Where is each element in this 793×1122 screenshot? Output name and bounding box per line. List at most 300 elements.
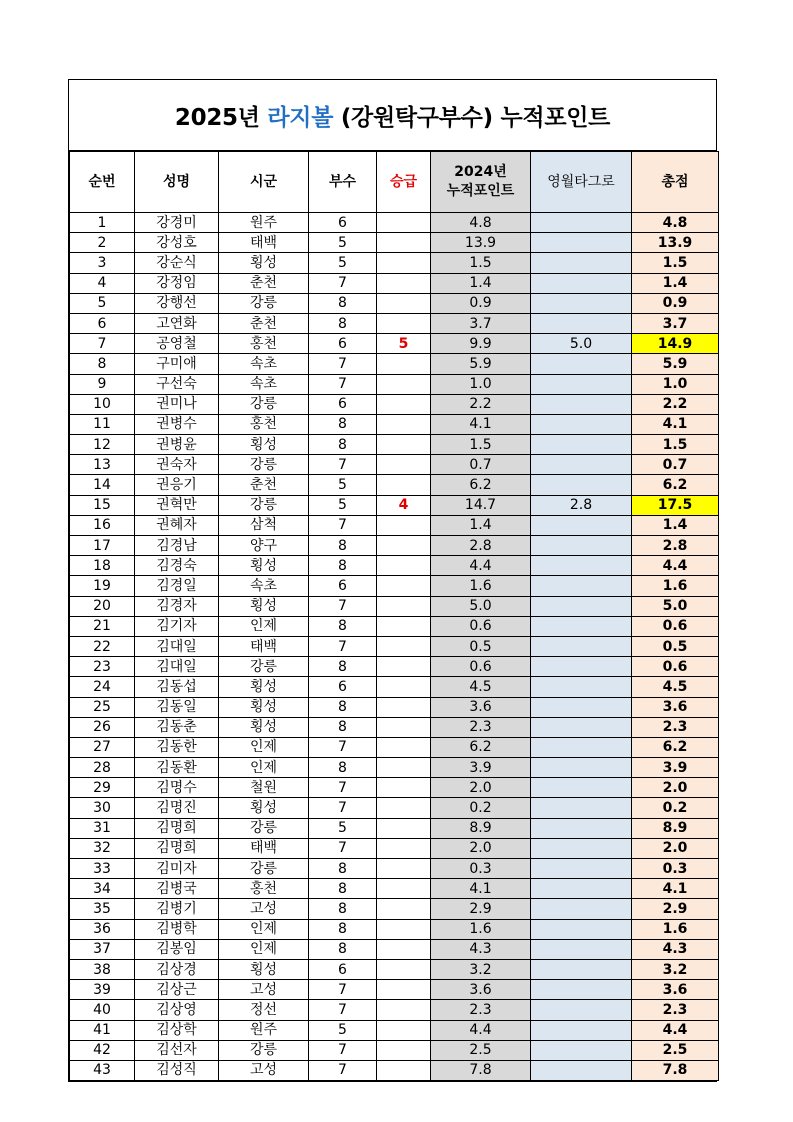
cell-total: 2.0 <box>632 778 719 798</box>
cell-division: 6 <box>309 334 377 354</box>
table-row <box>70 334 719 354</box>
cell-city: 춘천 <box>219 273 309 293</box>
cell-2024-points: 2.0 <box>431 838 531 858</box>
cell-city: 고성 <box>219 899 309 919</box>
table-row <box>70 293 719 313</box>
cell-promotion <box>377 455 431 475</box>
cell-yeongwol <box>531 636 632 656</box>
cell-no: 32 <box>70 838 135 858</box>
cell-promotion <box>377 717 431 737</box>
cell-promotion <box>377 859 431 879</box>
cell-division: 5 <box>309 253 377 273</box>
cell-division: 7 <box>309 455 377 475</box>
cell-2024-points: 6.2 <box>431 475 531 495</box>
cell-promotion <box>377 1020 431 1040</box>
cell-name: 김상학 <box>135 1020 219 1040</box>
cell-promotion <box>377 919 431 939</box>
cell-yeongwol <box>531 919 632 939</box>
cell-no: 14 <box>70 475 135 495</box>
cell-division: 8 <box>309 313 377 333</box>
cell-promotion <box>377 515 431 535</box>
cell-promotion <box>377 1040 431 1060</box>
cell-name: 강행선 <box>135 293 219 313</box>
cell-2024-points: 4.1 <box>431 414 531 434</box>
cell-no: 24 <box>70 677 135 697</box>
cell-yeongwol: 2.8 <box>531 495 632 515</box>
cell-name: 강정임 <box>135 273 219 293</box>
cell-2024-points: 4.8 <box>431 213 531 233</box>
cell-division: 5 <box>309 233 377 253</box>
cell-promotion <box>377 414 431 434</box>
cell-yeongwol <box>531 859 632 879</box>
title-rest: (강원탁구부수) 누적포인트 <box>340 104 611 131</box>
cell-division: 8 <box>309 556 377 576</box>
cell-division: 7 <box>309 980 377 1000</box>
page-title <box>69 80 716 151</box>
cell-yeongwol <box>531 354 632 374</box>
cell-total: 0.6 <box>632 657 719 677</box>
cell-no: 35 <box>70 899 135 919</box>
table-row <box>70 1000 719 1020</box>
cell-city: 홍천 <box>219 414 309 434</box>
cell-2024-points: 4.3 <box>431 939 531 959</box>
cell-promotion <box>377 374 431 394</box>
cell-name: 김선자 <box>135 1040 219 1060</box>
cell-division: 7 <box>309 737 377 757</box>
cell-name: 김동섭 <box>135 677 219 697</box>
cell-city: 고성 <box>219 980 309 1000</box>
header-2024-points <box>431 152 531 213</box>
cell-promotion <box>377 879 431 899</box>
cell-2024-points: 0.5 <box>431 636 531 656</box>
cell-total: 4.8 <box>632 213 719 233</box>
cell-2024-points: 1.5 <box>431 253 531 273</box>
cell-promotion <box>377 576 431 596</box>
cell-name: 김병학 <box>135 919 219 939</box>
cell-promotion <box>377 657 431 677</box>
cell-city: 인제 <box>219 616 309 636</box>
cell-no: 19 <box>70 576 135 596</box>
cell-division: 5 <box>309 1020 377 1040</box>
table-row <box>70 414 719 434</box>
cell-division: 5 <box>309 495 377 515</box>
cell-yeongwol <box>531 475 632 495</box>
cell-name: 김병기 <box>135 899 219 919</box>
cell-yeongwol <box>531 273 632 293</box>
cell-2024-points: 1.6 <box>431 919 531 939</box>
cell-name: 김기자 <box>135 616 219 636</box>
cell-promotion <box>377 980 431 1000</box>
cell-total: 2.3 <box>632 1000 719 1020</box>
cell-name: 김상영 <box>135 1000 219 1020</box>
cell-no: 42 <box>70 1040 135 1060</box>
table-row <box>70 980 719 1000</box>
cell-total: 2.5 <box>632 1040 719 1060</box>
cell-division: 7 <box>309 1060 377 1080</box>
cell-city: 철원 <box>219 778 309 798</box>
cell-name: 김봉임 <box>135 939 219 959</box>
table-row <box>70 253 719 273</box>
cell-total: 4.1 <box>632 414 719 434</box>
cell-name: 강순식 <box>135 253 219 273</box>
cell-yeongwol <box>531 1020 632 1040</box>
table-row <box>70 273 719 293</box>
table-row <box>70 233 719 253</box>
cell-yeongwol <box>531 253 632 273</box>
cell-name: 김상경 <box>135 959 219 979</box>
cell-2024-points: 3.2 <box>431 959 531 979</box>
cell-division: 8 <box>309 616 377 636</box>
table-row <box>70 1060 719 1080</box>
cell-promotion <box>377 818 431 838</box>
cell-no: 30 <box>70 798 135 818</box>
cell-total: 4.4 <box>632 1020 719 1040</box>
cell-no: 1 <box>70 213 135 233</box>
cell-no: 31 <box>70 818 135 838</box>
cell-promotion <box>377 798 431 818</box>
cell-no: 12 <box>70 435 135 455</box>
cell-total: 3.2 <box>632 959 719 979</box>
cell-promotion <box>377 1000 431 1020</box>
cell-yeongwol <box>531 1060 632 1080</box>
cell-yeongwol <box>531 576 632 596</box>
cell-city: 춘천 <box>219 313 309 333</box>
cell-promotion <box>377 394 431 414</box>
cell-city: 강릉 <box>219 455 309 475</box>
cell-city: 홍천 <box>219 879 309 899</box>
cell-total: 0.5 <box>632 636 719 656</box>
cell-name: 권응기 <box>135 475 219 495</box>
cell-city: 횡성 <box>219 697 309 717</box>
table-row <box>70 313 719 333</box>
cell-no: 40 <box>70 1000 135 1020</box>
cell-city: 횡성 <box>219 435 309 455</box>
cell-total: 2.9 <box>632 899 719 919</box>
cell-promotion <box>377 233 431 253</box>
cell-total: 4.3 <box>632 939 719 959</box>
cell-yeongwol <box>531 959 632 979</box>
cell-no: 15 <box>70 495 135 515</box>
cell-division: 8 <box>309 859 377 879</box>
cell-yeongwol <box>531 1040 632 1060</box>
cell-yeongwol <box>531 313 632 333</box>
cell-promotion <box>377 959 431 979</box>
table-row <box>70 677 719 697</box>
cell-city: 횡성 <box>219 596 309 616</box>
cell-name: 공영철 <box>135 334 219 354</box>
cell-promotion <box>377 253 431 273</box>
cell-division: 7 <box>309 1000 377 1020</box>
header-city: 시군 <box>219 152 309 213</box>
cell-yeongwol <box>531 677 632 697</box>
cell-city: 강릉 <box>219 657 309 677</box>
cell-no: 20 <box>70 596 135 616</box>
cell-promotion <box>377 737 431 757</box>
cell-2024-points: 3.7 <box>431 313 531 333</box>
cell-name: 김동한 <box>135 737 219 757</box>
cell-2024-points: 1.6 <box>431 576 531 596</box>
table-row <box>70 354 719 374</box>
table-row <box>70 798 719 818</box>
cell-division: 7 <box>309 374 377 394</box>
cell-division: 8 <box>309 758 377 778</box>
cell-yeongwol <box>531 394 632 414</box>
cell-2024-points: 8.9 <box>431 818 531 838</box>
table-row <box>70 556 719 576</box>
cell-yeongwol <box>531 414 632 434</box>
cell-total: 5.0 <box>632 596 719 616</box>
cell-total: 1.5 <box>632 435 719 455</box>
cell-promotion <box>377 213 431 233</box>
cell-division: 8 <box>309 919 377 939</box>
cell-no: 38 <box>70 959 135 979</box>
table-row <box>70 455 719 475</box>
cell-total: 0.7 <box>632 455 719 475</box>
cell-total: 5.9 <box>632 354 719 374</box>
table-row <box>70 879 719 899</box>
header-promotion: 승급 <box>377 152 431 213</box>
cell-city: 강릉 <box>219 818 309 838</box>
cell-name: 김동일 <box>135 697 219 717</box>
cell-2024-points: 2.0 <box>431 778 531 798</box>
cell-division: 8 <box>309 697 377 717</box>
cell-no: 18 <box>70 556 135 576</box>
cell-2024-points: 2.5 <box>431 1040 531 1060</box>
cell-promotion <box>377 899 431 919</box>
cell-name: 구선숙 <box>135 374 219 394</box>
table-row <box>70 939 719 959</box>
cell-promotion <box>377 536 431 556</box>
table-row <box>70 1020 719 1040</box>
cell-city: 횡성 <box>219 717 309 737</box>
cell-division: 8 <box>309 536 377 556</box>
cell-total: 1.5 <box>632 253 719 273</box>
table-row <box>70 616 719 636</box>
cell-2024-points: 2.3 <box>431 717 531 737</box>
cell-promotion <box>377 556 431 576</box>
table-row <box>70 213 719 233</box>
cell-yeongwol <box>531 778 632 798</box>
cell-total: 7.8 <box>632 1060 719 1080</box>
cell-2024-points: 4.4 <box>431 556 531 576</box>
cell-2024-points: 1.0 <box>431 374 531 394</box>
cell-name: 김경일 <box>135 576 219 596</box>
cell-2024-points: 2.2 <box>431 394 531 414</box>
cell-no: 41 <box>70 1020 135 1040</box>
cell-2024-points: 0.6 <box>431 616 531 636</box>
cell-promotion <box>377 313 431 333</box>
cell-division: 7 <box>309 515 377 535</box>
cell-no: 16 <box>70 515 135 535</box>
cell-total: 2.3 <box>632 717 719 737</box>
cell-total: 0.2 <box>632 798 719 818</box>
cell-city: 강릉 <box>219 293 309 313</box>
cell-yeongwol <box>531 515 632 535</box>
cell-no: 33 <box>70 859 135 879</box>
cell-no: 43 <box>70 1060 135 1080</box>
cell-2024-points: 9.9 <box>431 334 531 354</box>
cell-no: 9 <box>70 374 135 394</box>
cell-2024-points: 1.5 <box>431 435 531 455</box>
cell-total: 17.5 <box>632 495 719 515</box>
cell-2024-points: 14.7 <box>431 495 531 515</box>
cell-no: 25 <box>70 697 135 717</box>
cell-city: 태백 <box>219 233 309 253</box>
table-row <box>70 515 719 535</box>
cell-division: 7 <box>309 273 377 293</box>
cell-city: 홍천 <box>219 334 309 354</box>
table-row <box>70 374 719 394</box>
cell-2024-points: 1.4 <box>431 273 531 293</box>
cell-division: 8 <box>309 435 377 455</box>
header-name: 성명 <box>135 152 219 213</box>
table-row <box>70 818 719 838</box>
cell-no: 37 <box>70 939 135 959</box>
cell-promotion <box>377 435 431 455</box>
header-row <box>70 152 719 213</box>
cell-yeongwol <box>531 717 632 737</box>
cell-no: 21 <box>70 616 135 636</box>
cell-city: 속초 <box>219 576 309 596</box>
table-row <box>70 717 719 737</box>
table-row <box>70 596 719 616</box>
cell-total: 1.4 <box>632 515 719 535</box>
cell-division: 6 <box>309 677 377 697</box>
cell-promotion <box>377 838 431 858</box>
cell-name: 권병수 <box>135 414 219 434</box>
cell-city: 인제 <box>219 737 309 757</box>
cell-yeongwol <box>531 980 632 1000</box>
cell-total: 8.9 <box>632 818 719 838</box>
cell-no: 29 <box>70 778 135 798</box>
cell-promotion <box>377 1060 431 1080</box>
table-row <box>70 919 719 939</box>
cell-city: 강릉 <box>219 495 309 515</box>
cell-yeongwol <box>531 374 632 394</box>
cell-2024-points: 0.2 <box>431 798 531 818</box>
cell-division: 7 <box>309 778 377 798</box>
cell-division: 8 <box>309 717 377 737</box>
table-row <box>70 495 719 515</box>
cell-2024-points: 4.5 <box>431 677 531 697</box>
table-row <box>70 435 719 455</box>
cell-promotion <box>377 616 431 636</box>
cell-no: 2 <box>70 233 135 253</box>
cell-name: 김성직 <box>135 1060 219 1080</box>
cell-no: 26 <box>70 717 135 737</box>
cell-name: 김동춘 <box>135 717 219 737</box>
cell-yeongwol <box>531 879 632 899</box>
cell-name: 김명수 <box>135 778 219 798</box>
cell-2024-points: 5.0 <box>431 596 531 616</box>
cell-total: 3.9 <box>632 758 719 778</box>
cell-city: 속초 <box>219 374 309 394</box>
cell-total: 3.6 <box>632 697 719 717</box>
cell-division: 8 <box>309 293 377 313</box>
cell-2024-points: 0.9 <box>431 293 531 313</box>
cell-city: 인제 <box>219 919 309 939</box>
table-row <box>70 1040 719 1060</box>
cell-promotion <box>377 778 431 798</box>
cell-division: 6 <box>309 394 377 414</box>
cell-no: 4 <box>70 273 135 293</box>
points-sheet <box>68 79 717 1082</box>
header-2024-line1: 2024년 <box>454 164 507 181</box>
cell-yeongwol <box>531 758 632 778</box>
cell-yeongwol <box>531 455 632 475</box>
cell-promotion <box>377 697 431 717</box>
cell-division: 8 <box>309 939 377 959</box>
cell-2024-points: 3.6 <box>431 980 531 1000</box>
cell-yeongwol <box>531 213 632 233</box>
cell-name: 권혁만 <box>135 495 219 515</box>
cell-city: 태백 <box>219 636 309 656</box>
table-row <box>70 697 719 717</box>
cell-2024-points: 0.6 <box>431 657 531 677</box>
cell-total: 2.8 <box>632 536 719 556</box>
cell-no: 22 <box>70 636 135 656</box>
cell-division: 8 <box>309 657 377 677</box>
cell-2024-points: 4.1 <box>431 879 531 899</box>
cell-2024-points: 2.3 <box>431 1000 531 1020</box>
cell-yeongwol <box>531 596 632 616</box>
cell-yeongwol <box>531 697 632 717</box>
cell-yeongwol <box>531 798 632 818</box>
cell-no: 34 <box>70 879 135 899</box>
cell-no: 17 <box>70 536 135 556</box>
cell-city: 삼척 <box>219 515 309 535</box>
table-row <box>70 838 719 858</box>
cell-2024-points: 2.8 <box>431 536 531 556</box>
cell-name: 김명진 <box>135 798 219 818</box>
cell-division: 8 <box>309 899 377 919</box>
cell-total: 2.0 <box>632 838 719 858</box>
cell-division: 6 <box>309 576 377 596</box>
cell-total: 1.0 <box>632 374 719 394</box>
cell-division: 5 <box>309 818 377 838</box>
cell-name: 김경숙 <box>135 556 219 576</box>
cell-promotion <box>377 273 431 293</box>
cell-name: 권미나 <box>135 394 219 414</box>
cell-division: 6 <box>309 959 377 979</box>
cell-total: 4.5 <box>632 677 719 697</box>
cell-no: 8 <box>70 354 135 374</box>
table-row <box>70 959 719 979</box>
cell-yeongwol <box>531 233 632 253</box>
cell-total: 1.6 <box>632 919 719 939</box>
cell-total: 2.2 <box>632 394 719 414</box>
cell-total: 6.2 <box>632 737 719 757</box>
cell-division: 8 <box>309 879 377 899</box>
cell-promotion <box>377 293 431 313</box>
header-total: 총점 <box>632 152 719 213</box>
cell-city: 태백 <box>219 838 309 858</box>
cell-2024-points: 0.7 <box>431 455 531 475</box>
cell-total: 3.6 <box>632 980 719 1000</box>
cell-city: 횡성 <box>219 959 309 979</box>
cell-name: 김명희 <box>135 838 219 858</box>
cell-division: 8 <box>309 414 377 434</box>
cell-name: 강경미 <box>135 213 219 233</box>
cell-name: 권병윤 <box>135 435 219 455</box>
cell-yeongwol <box>531 556 632 576</box>
cell-2024-points: 0.3 <box>431 859 531 879</box>
cell-2024-points: 7.8 <box>431 1060 531 1080</box>
cell-no: 3 <box>70 253 135 273</box>
cell-name: 김병국 <box>135 879 219 899</box>
cell-2024-points: 3.9 <box>431 758 531 778</box>
cell-division: 7 <box>309 798 377 818</box>
